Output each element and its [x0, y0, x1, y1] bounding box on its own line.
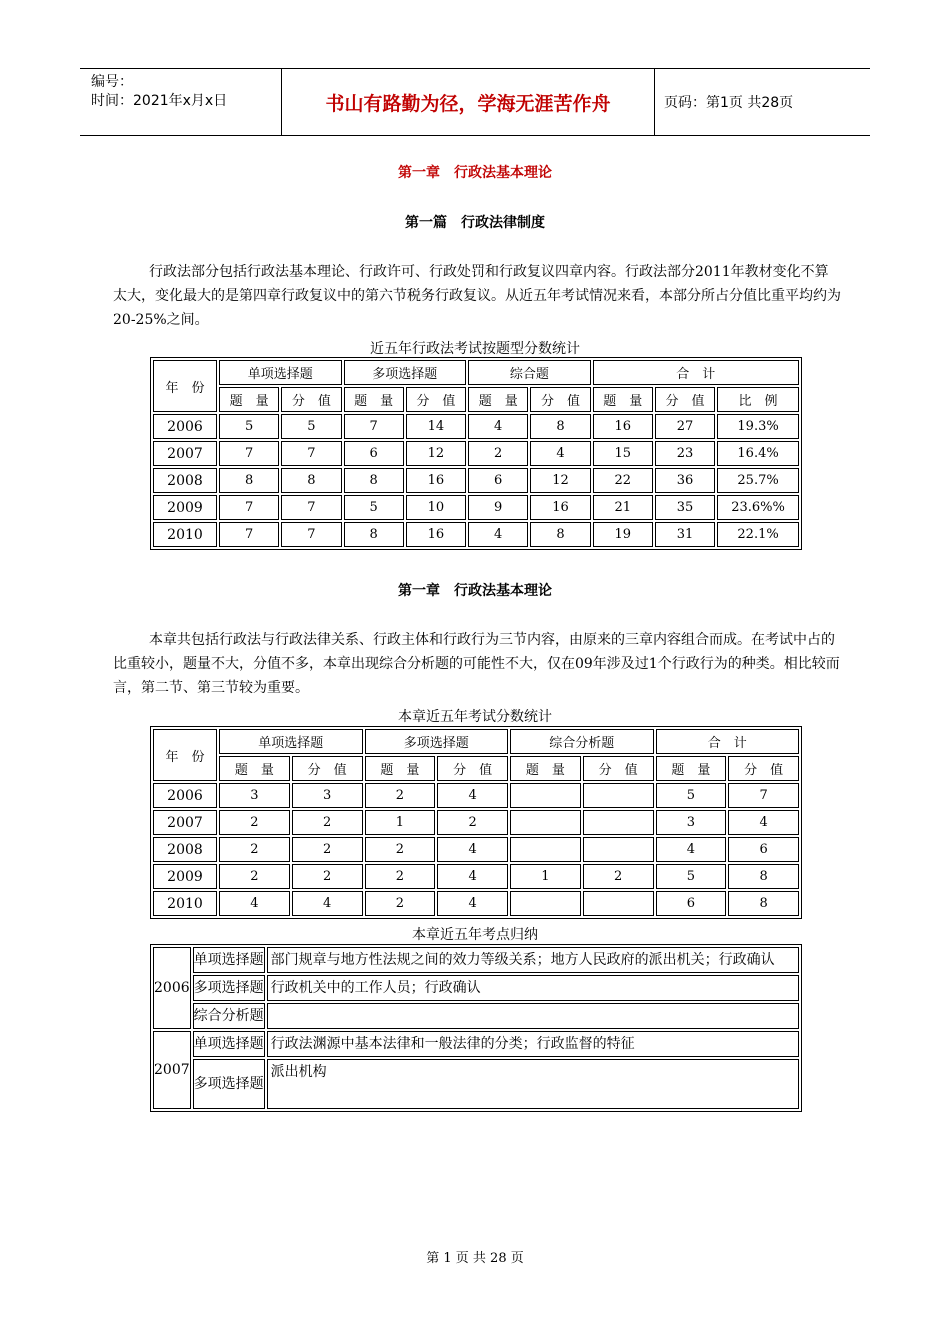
year-header: 年 份 — [153, 360, 217, 412]
value-cell: 23.6%% — [717, 495, 799, 520]
value-cell: 10 — [406, 495, 466, 520]
chapter-title: 第一章 行政法基本理论 — [398, 165, 552, 181]
year-cell: 2010 — [153, 522, 217, 547]
sub-header: 分 值 — [530, 387, 590, 412]
value-cell: 4 — [468, 522, 528, 547]
year-cell: 2008 — [153, 468, 217, 493]
value-cell: 4 — [728, 810, 799, 835]
value-cell: 2 — [219, 837, 290, 862]
group-header: 合 计 — [593, 360, 799, 385]
value-cell: 5 — [656, 864, 727, 889]
question-type-cell: 多项选择题 — [193, 1059, 265, 1109]
value-cell — [510, 837, 581, 862]
value-cell: 5 — [656, 783, 727, 808]
part-title: 第一篇 行政法律制度 — [405, 215, 545, 231]
value-cell — [583, 891, 654, 916]
value-cell: 6 — [344, 441, 404, 466]
year-cell: 2006 — [153, 414, 217, 439]
year-cell: 2007 — [153, 441, 217, 466]
table-row — [153, 947, 799, 973]
table-row — [153, 522, 799, 547]
table-row — [153, 864, 799, 889]
question-type-cell: 综合分析题 — [193, 1003, 265, 1029]
value-cell: 9 — [468, 495, 528, 520]
value-cell: 2 — [292, 810, 363, 835]
value-cell — [583, 783, 654, 808]
year-cell: 2007 — [153, 810, 217, 835]
table-subheader-row — [153, 756, 799, 781]
header-motto: 书山有路勤为径，学海无涯苦作舟 — [282, 69, 655, 135]
table-row — [153, 1003, 799, 1029]
group-header: 多项选择题 — [344, 360, 467, 385]
question-type-cell: 多项选择题 — [193, 975, 265, 1001]
exam-points-table — [150, 944, 802, 1112]
value-cell — [510, 783, 581, 808]
value-cell: 2 — [365, 783, 436, 808]
value-cell: 4 — [437, 864, 508, 889]
value-cell: 16.4% — [717, 441, 799, 466]
value-cell: 4 — [219, 891, 290, 916]
exam-point-cell — [267, 1003, 799, 1029]
value-cell: 3 — [656, 810, 727, 835]
sub-header: 分 值 — [437, 756, 508, 781]
value-cell: 15 — [593, 441, 653, 466]
value-cell: 12 — [406, 441, 466, 466]
value-cell: 16 — [530, 495, 590, 520]
value-cell: 35 — [655, 495, 715, 520]
sub-header: 题 量 — [468, 387, 528, 412]
page-footer: 第 1 页 共 28 页 — [426, 1251, 524, 1266]
table-row — [153, 975, 799, 1001]
sub-header: 题 量 — [365, 756, 436, 781]
value-cell: 16 — [406, 522, 466, 547]
year-cell: 2010 — [153, 891, 217, 916]
value-cell: 16 — [406, 468, 466, 493]
table1-caption: 近五年行政法考试按题型分数统计 — [370, 341, 580, 357]
exam-point-cell: 行政法渊源中基本法律和一般法律的分类；行政监督的特征 — [267, 1031, 799, 1057]
value-cell: 2 — [219, 810, 290, 835]
score-table-by-type — [150, 357, 802, 550]
value-cell: 8 — [281, 468, 341, 493]
value-cell: 21 — [593, 495, 653, 520]
value-cell: 7 — [728, 783, 799, 808]
table-row — [153, 414, 799, 439]
value-cell — [583, 810, 654, 835]
table2-caption: 本章近五年考试分数统计 — [398, 709, 552, 725]
sub-header: 分 值 — [406, 387, 466, 412]
value-cell: 31 — [655, 522, 715, 547]
value-cell: 4 — [437, 783, 508, 808]
chapter-score-table — [150, 726, 802, 919]
year-cell: 2006 — [153, 947, 191, 1029]
value-cell: 1 — [510, 864, 581, 889]
chapter-title-2: 第一章 行政法基本理论 — [398, 583, 552, 599]
value-cell: 6 — [728, 837, 799, 862]
value-cell: 23 — [655, 441, 715, 466]
value-cell: 25.7% — [717, 468, 799, 493]
value-cell: 8 — [530, 414, 590, 439]
sub-header: 分 值 — [728, 756, 799, 781]
table-row — [153, 441, 799, 466]
document-header — [80, 68, 870, 136]
value-cell: 4 — [437, 891, 508, 916]
value-cell: 22 — [593, 468, 653, 493]
value-cell: 7 — [219, 522, 279, 547]
table-row — [153, 1059, 799, 1109]
value-cell: 2 — [292, 837, 363, 862]
intro-paragraph: 行政法部分包括行政法基本理论、行政许可、行政处罚和行政复议四章内容。行政法部分2011年教材变化不算太大，变化最大的是第四章行政复议中的第六节税务行政复议。从近五年考试情况来看，本部分所占分值比重平均约为20-25%之间。 — [113, 264, 841, 328]
value-cell: 2 — [437, 810, 508, 835]
sub-header: 分 值 — [281, 387, 341, 412]
question-type-cell: 单项选择题 — [193, 947, 265, 973]
table-row — [153, 837, 799, 862]
group-header: 综合分析题 — [510, 729, 654, 754]
value-cell: 2 — [219, 864, 290, 889]
table-row — [153, 783, 799, 808]
value-cell: 4 — [468, 414, 528, 439]
value-cell: 19.3% — [717, 414, 799, 439]
value-cell: 8 — [530, 522, 590, 547]
value-cell: 2 — [583, 864, 654, 889]
value-cell: 7 — [219, 441, 279, 466]
value-cell: 7 — [281, 522, 341, 547]
exam-point-cell: 部门规章与地方性法规之间的效力等级关系；地方人民政府的派出机关；行政确认 — [267, 947, 799, 973]
value-cell: 5 — [344, 495, 404, 520]
value-cell: 36 — [655, 468, 715, 493]
chapter-paragraph: 本章共包括行政法与行政法律关系、行政主体和行政行为三节内容，由原来的三章内容组合而成。在考试中占的比重较小，题量不大，分值不多，本章出现综合分析题的可能性不大，仅在09年涉及过1个行政行为的种类。相比较而言，第二节、第三节较为重要。 — [113, 632, 840, 696]
year-cell: 2006 — [153, 783, 217, 808]
value-cell: 19 — [593, 522, 653, 547]
table-row — [153, 468, 799, 493]
value-cell: 8 — [344, 468, 404, 493]
value-cell: 4 — [437, 837, 508, 862]
value-cell: 4 — [530, 441, 590, 466]
value-cell: 5 — [281, 414, 341, 439]
sub-header: 分 值 — [583, 756, 654, 781]
group-header: 单项选择题 — [219, 360, 342, 385]
year-cell: 2008 — [153, 837, 217, 862]
table3-caption: 本章近五年考点归纳 — [412, 927, 538, 943]
value-cell: 12 — [530, 468, 590, 493]
table-row — [153, 891, 799, 916]
value-cell: 2 — [365, 891, 436, 916]
value-cell: 8 — [728, 864, 799, 889]
value-cell: 2 — [468, 441, 528, 466]
value-cell: 5 — [219, 414, 279, 439]
year-cell: 2009 — [153, 864, 217, 889]
exam-point-cell: 行政机关中的工作人员；行政确认 — [267, 975, 799, 1001]
value-cell: 7 — [219, 495, 279, 520]
year-header: 年 份 — [153, 729, 217, 781]
value-cell: 22.1% — [717, 522, 799, 547]
question-type-cell: 单项选择题 — [193, 1031, 265, 1057]
value-cell: 2 — [365, 837, 436, 862]
value-cell: 7 — [281, 495, 341, 520]
value-cell: 14 — [406, 414, 466, 439]
value-cell: 8 — [728, 891, 799, 916]
group-header: 多项选择题 — [365, 729, 509, 754]
table-header-row — [153, 360, 799, 385]
code-label: 编号： — [91, 74, 133, 90]
table-row — [153, 1031, 799, 1057]
sub-header: 分 值 — [292, 756, 363, 781]
table-subheader-row — [153, 387, 799, 412]
header-page-info: 页码：第1页 共28页 — [664, 95, 794, 111]
sub-header: 题 量 — [219, 756, 290, 781]
value-cell: 27 — [655, 414, 715, 439]
header-meta — [80, 69, 282, 135]
value-cell: 4 — [292, 891, 363, 916]
value-cell: 4 — [656, 837, 727, 862]
value-cell: 6 — [656, 891, 727, 916]
value-cell: 2 — [292, 864, 363, 889]
exam-point-cell: 派出机构 — [267, 1059, 799, 1109]
group-header: 合 计 — [656, 729, 800, 754]
value-cell: 1 — [365, 810, 436, 835]
sub-header: 题 量 — [656, 756, 727, 781]
value-cell — [510, 810, 581, 835]
time-label: 时间：2021年x月x日 — [91, 93, 228, 109]
group-header: 单项选择题 — [219, 729, 363, 754]
value-cell — [583, 837, 654, 862]
table-header-row — [153, 729, 799, 754]
value-cell: 3 — [219, 783, 290, 808]
value-cell: 8 — [344, 522, 404, 547]
value-cell: 7 — [281, 441, 341, 466]
year-cell: 2009 — [153, 495, 217, 520]
value-cell: 16 — [593, 414, 653, 439]
table-row — [153, 810, 799, 835]
sub-header: 题 量 — [344, 387, 404, 412]
sub-header: 分 值 — [655, 387, 715, 412]
sub-header: 题 量 — [593, 387, 653, 412]
group-header: 综合题 — [468, 360, 591, 385]
value-cell: 7 — [344, 414, 404, 439]
value-cell — [510, 891, 581, 916]
sub-header: 题 量 — [219, 387, 279, 412]
year-cell: 2007 — [153, 1031, 191, 1109]
value-cell: 8 — [219, 468, 279, 493]
value-cell: 6 — [468, 468, 528, 493]
sub-header: 比 例 — [717, 387, 799, 412]
value-cell: 3 — [292, 783, 363, 808]
sub-header: 题 量 — [510, 756, 581, 781]
table-row — [153, 495, 799, 520]
value-cell: 2 — [365, 864, 436, 889]
